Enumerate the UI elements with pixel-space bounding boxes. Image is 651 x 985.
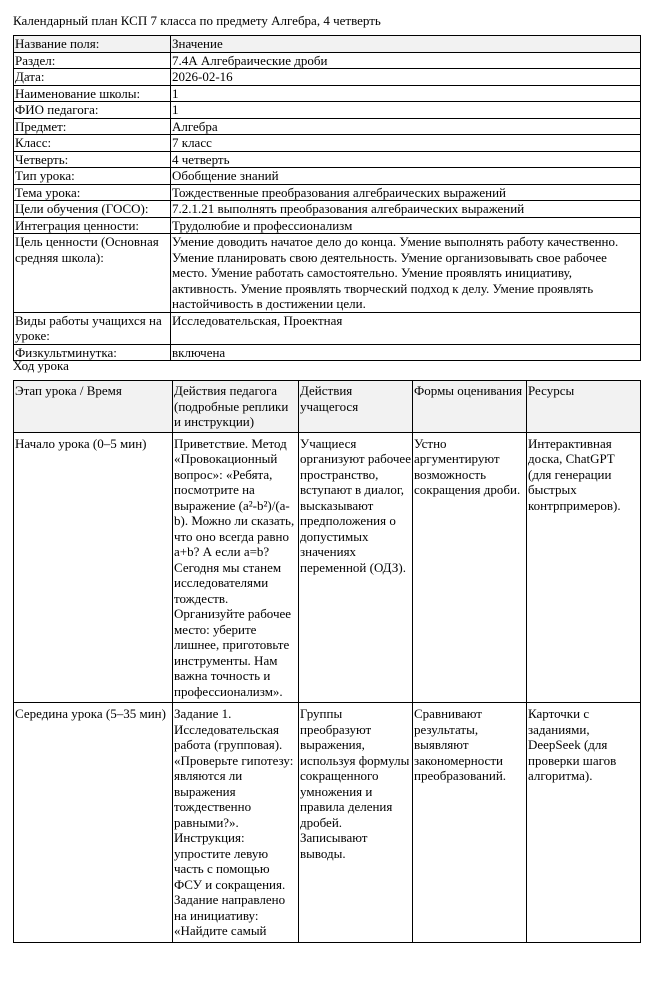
info-row <box>14 344 641 361</box>
info-value: 1 <box>171 85 641 102</box>
info-value: 7.2.1.21 выполнять преобразования алгебраических выражений <box>171 201 641 218</box>
lesson-header-resources: Ресурсы <box>527 381 641 433</box>
info-value: Умение доводить начатое дело до конца. Умение выполнять работу качественно. Умение планировать свою деятельность. Умение организовывать свое рабочее место. Умение работать самостоятельно. Умение проявлять инициативу, активность. Умение проявлять творческий подход к делу. Умение проявлять настойчивость в достижении цели. <box>171 234 641 313</box>
info-field: Класс: <box>14 135 171 152</box>
info-row <box>14 102 641 119</box>
info-field: Цели обучения (ГОСО): <box>14 201 171 218</box>
lesson-table <box>13 380 641 943</box>
lesson-student-actions: Группы преобразуют выражения, используя формулы сокращенного умножения и правила деления дробей. Записывают выводы. <box>299 703 413 943</box>
lesson-section-label: Ход урока <box>13 358 69 373</box>
lesson-stage: Начало урока (0–5 мин) <box>14 432 173 703</box>
info-field: Цель ценности (Основная средняя школа): <box>14 234 171 313</box>
info-row <box>14 69 641 86</box>
info-row <box>14 168 641 185</box>
info-value: Обобщение знаний <box>171 168 641 185</box>
lesson-header-assessment: Формы оценивания <box>413 381 527 433</box>
info-value: включена <box>171 344 641 361</box>
info-table <box>13 35 641 361</box>
info-row <box>14 85 641 102</box>
info-value: 4 четверть <box>171 151 641 168</box>
info-row <box>14 234 641 313</box>
info-field: Интеграция ценности: <box>14 217 171 234</box>
info-field: Предмет: <box>14 118 171 135</box>
info-row <box>14 201 641 218</box>
info-row <box>14 312 641 344</box>
info-value: 7.4А Алгебраические дроби <box>171 52 641 69</box>
lesson-teacher-actions: Задание 1. Исследовательская работа (групповая). «Проверьте гипотезу: являются ли выражения тождественно равными?». Инструкция: упростите левую часть с помощью ФСУ и сокращения. Задание направлено на инициативу: «Найдите самый <box>173 703 299 943</box>
lesson-student-actions: Учащиеся организуют рабочее пространство, вступают в диалог, высказывают предположения о допустимых значениях переменной (ОДЗ). <box>299 432 413 703</box>
lesson-header-teacher: Действия педагога (подробные реплики и инструкции) <box>173 381 299 433</box>
lesson-assessment: Устно аргументируют возможность сокращения дроби. <box>413 432 527 703</box>
info-header-row <box>14 36 641 53</box>
lesson-row <box>14 703 641 943</box>
info-field: Физкультминутка: <box>14 344 171 361</box>
lesson-resources: Интерактивная доска, ChatGPT (для генерации быстрых контрпримеров). <box>527 432 641 703</box>
info-row <box>14 52 641 69</box>
info-field: Виды работы учащихся на уроке: <box>14 312 171 344</box>
info-value: Исследовательская, Проектная <box>171 312 641 344</box>
lesson-row <box>14 432 641 703</box>
info-value: 1 <box>171 102 641 119</box>
info-row <box>14 118 641 135</box>
lesson-teacher-actions: Приветствие. Метод «Провокационный вопрос»: «Ребята, посмотрите на выражение (a²-b²)/(a-b). Можно ли сказать, что оно всегда равно a+b? А если a=b? Сегодня мы станем исследователями тождеств. Организуйте рабочее место: уберите лишнее, приготовьте инструменты. Нам важна точность и профессионализм». <box>173 432 299 703</box>
info-field: Четверть: <box>14 151 171 168</box>
info-value: Трудолюбие и профессионализм <box>171 217 641 234</box>
info-value: 7 класс <box>171 135 641 152</box>
document-title: Календарный план КСП 7 класса по предмету Алгебра, 4 четверть <box>13 13 381 28</box>
info-field: Раздел: <box>14 52 171 69</box>
lesson-header-row <box>14 381 641 433</box>
info-row <box>14 217 641 234</box>
lesson-resources: Карточки с заданиями, DeepSeek (для проверки шагов алгоритма). <box>527 703 641 943</box>
info-row <box>14 135 641 152</box>
lesson-header-student: Действия учащегося <box>299 381 413 433</box>
info-header-value: Значение <box>171 36 641 53</box>
info-field: ФИО педагога: <box>14 102 171 119</box>
info-field: Дата: <box>14 69 171 86</box>
info-value: Тождественные преобразования алгебраических выражений <box>171 184 641 201</box>
info-field: Наименование школы: <box>14 85 171 102</box>
lesson-stage: Середина урока (5–35 мин) <box>14 703 173 943</box>
info-value: 2026-02-16 <box>171 69 641 86</box>
info-row <box>14 184 641 201</box>
lesson-assessment: Сравнивают результаты, выявляют закономерности преобразований. <box>413 703 527 943</box>
info-value: Алгебра <box>171 118 641 135</box>
lesson-header-stage: Этап урока / Время <box>14 381 173 433</box>
info-row <box>14 151 641 168</box>
info-field: Тема урока: <box>14 184 171 201</box>
info-header-field: Название поля: <box>14 36 171 53</box>
info-field: Тип урока: <box>14 168 171 185</box>
